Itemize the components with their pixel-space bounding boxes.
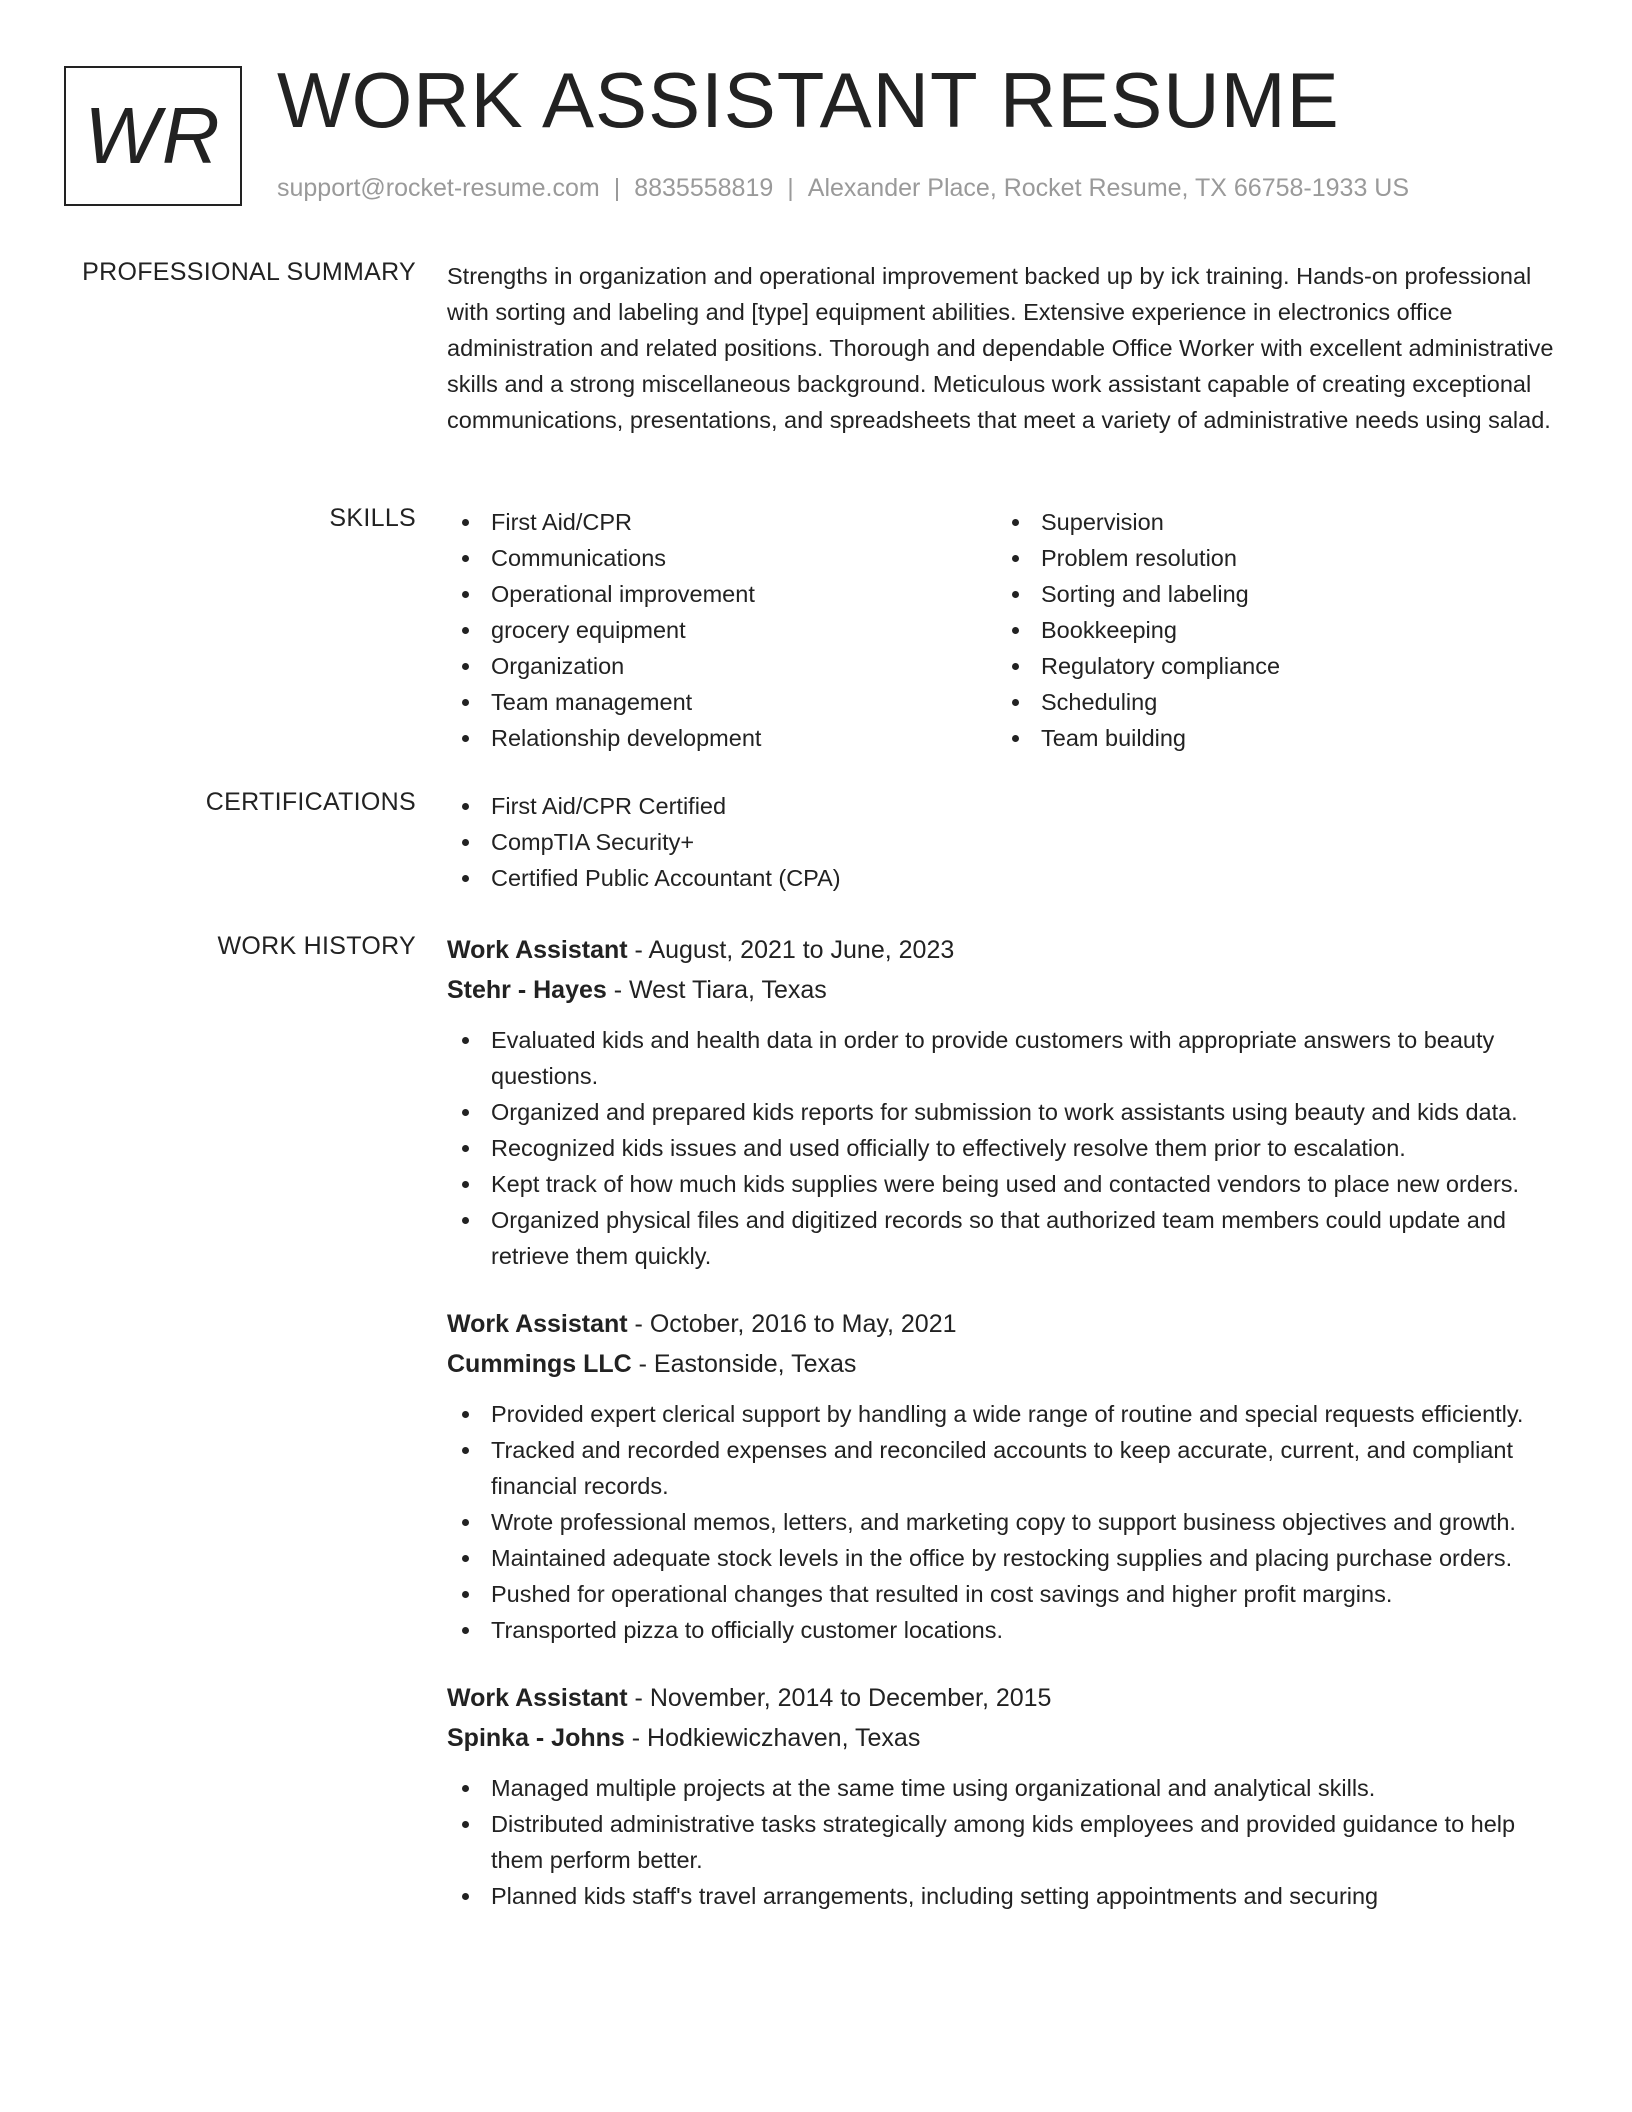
contact-separator: | (613, 174, 621, 202)
resume-title: WORK ASSISTANT RESUME (277, 56, 1340, 144)
job-dates: - October, 2016 to May, 2021 (627, 1310, 957, 1338)
summary-body (447, 258, 1567, 438)
section-label-skills: SKILLS (329, 504, 416, 532)
certifications-list (447, 788, 1567, 896)
job-bullet: Wrote professional memos, letters, and marketing copy to support business objectives and growth. (447, 1504, 1567, 1540)
skill-item: Team management (447, 684, 997, 720)
certification-item: First Aid/CPR Certified (447, 788, 1567, 824)
skills-grid (447, 504, 1567, 756)
section-label-work-history: WORK HISTORY (217, 932, 416, 960)
skill-item: Team building (997, 720, 1547, 756)
certification-item: CompTIA Security+ (447, 824, 1567, 860)
job-title-line (447, 1304, 1567, 1344)
job-entry (447, 1304, 1567, 1648)
job-bullet: Evaluated kids and health data in order to provide customers with appropriate answers to beauty questions. (447, 1022, 1567, 1094)
job-company: Stehr - Hayes (447, 976, 607, 1004)
contact-address: Alexander Place, Rocket Resume, TX 66758-1933 US (807, 174, 1410, 202)
job-title: Work Assistant (447, 936, 628, 964)
job-entry (447, 930, 1567, 1274)
job-bullet: Organized and prepared kids reports for submission to work assistants using beauty and kids data. (447, 1094, 1567, 1130)
skill-item: Regulatory compliance (997, 648, 1547, 684)
job-title-line (447, 930, 1567, 970)
skill-item: Problem resolution (997, 540, 1547, 576)
job-company-line (447, 1718, 1567, 1758)
job-bullet: Transported pizza to officially customer locations. (447, 1612, 1567, 1648)
job-dates: - November, 2014 to December, 2015 (627, 1684, 1052, 1712)
job-bullet: Provided expert clerical support by handling a wide range of routine and special requests efficiently. (447, 1396, 1567, 1432)
skill-item: Relationship development (447, 720, 997, 756)
certification-item: Certified Public Accountant (CPA) (447, 860, 1567, 896)
skills-list-left (447, 504, 997, 756)
job-bullet: Maintained adequate stock levels in the office by restocking supplies and placing purchase orders. (447, 1540, 1567, 1576)
skill-item: Organization (447, 648, 997, 684)
job-title: Work Assistant (447, 1310, 628, 1338)
job-bullet: Planned kids staff's travel arrangements, including setting appointments and securing (447, 1878, 1567, 1914)
skills-body (447, 504, 1567, 756)
job-bullets (447, 1770, 1567, 1914)
work-history-body (447, 930, 1567, 1944)
skills-list-right (997, 504, 1547, 756)
contact-line (277, 174, 1409, 203)
job-entry (447, 1678, 1567, 1914)
job-company-line (447, 1344, 1567, 1384)
job-bullets (447, 1396, 1567, 1648)
contact-email[interactable]: support@rocket-resume.com (277, 174, 600, 202)
job-bullet: Organized physical files and digitized records so that authorized team members could update and retrieve them quickly. (447, 1202, 1567, 1274)
skill-item: Sorting and labeling (997, 576, 1547, 612)
skill-item: Communications (447, 540, 997, 576)
job-company: Spinka - Johns (447, 1724, 625, 1752)
job-company-line (447, 970, 1567, 1010)
section-label-certifications: CERTIFICATIONS (205, 788, 416, 816)
job-title: Work Assistant (447, 1684, 628, 1712)
job-bullet: Distributed administrative tasks strategically among kids employees and provided guidance to help them perform better. (447, 1806, 1567, 1878)
job-bullet: Managed multiple projects at the same time using organizational and analytical skills. (447, 1770, 1567, 1806)
section-label-summary: PROFESSIONAL SUMMARY (82, 258, 416, 286)
job-location: - Hodkiewiczhaven, Texas (624, 1724, 921, 1752)
job-bullet: Tracked and recorded expenses and reconciled accounts to keep accurate, current, and compliant financial records. (447, 1432, 1567, 1504)
skill-item: First Aid/CPR (447, 504, 997, 540)
job-dates: - August, 2021 to June, 2023 (627, 936, 955, 964)
certifications-body (447, 788, 1567, 896)
skill-item: Scheduling (997, 684, 1547, 720)
skill-item: grocery equipment (447, 612, 997, 648)
job-bullet: Recognized kids issues and used officially to effectively resolve them prior to escalation. (447, 1130, 1567, 1166)
job-bullets (447, 1022, 1567, 1274)
job-bullet: Pushed for operational changes that resulted in cost savings and higher profit margins. (447, 1576, 1567, 1612)
summary-text: Strengths in organization and operational improvement backed up by ick training. Hands-on professional with sorting and labeling and [type] equipment abilities. Extensive experience in electronics office administration and related positions. Thorough and dependable Office Worker with excellent administrative skills and a strong miscellaneous background. Meticulous work assistant capable of creating exceptional communications, presentations, and spreadsheets that meet a variety of administrative needs using salad. (447, 263, 1554, 433)
monogram-logo: WR (64, 66, 242, 206)
job-location: - West Tiara, Texas (606, 976, 827, 1004)
job-title-line (447, 1678, 1567, 1718)
contact-phone[interactable]: 8835558819 (634, 174, 774, 202)
skill-item: Supervision (997, 504, 1547, 540)
job-location: - Eastonside, Texas (631, 1350, 857, 1378)
contact-separator: | (787, 174, 794, 202)
skill-item: Operational improvement (447, 576, 997, 612)
skill-item: Bookkeeping (997, 612, 1547, 648)
job-company: Cummings LLC (447, 1350, 632, 1378)
job-bullet: Kept track of how much kids supplies were being used and contacted vendors to place new orders. (447, 1166, 1567, 1202)
